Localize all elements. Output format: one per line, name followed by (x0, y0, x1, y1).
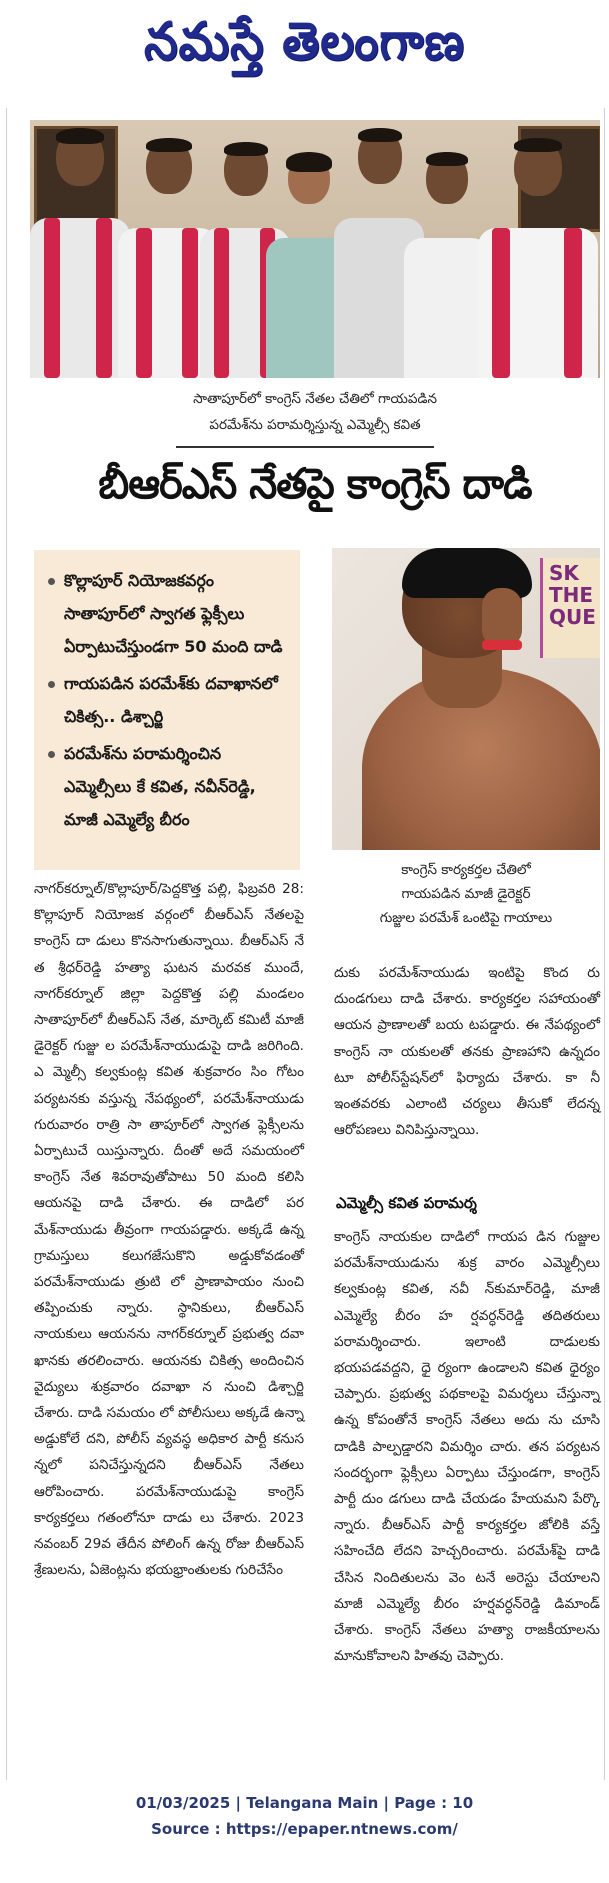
highlight-item: పరమేశ్‌ను పరామర్శించిన ఎమ్మెల్సీలు కే కవిత, నవీన్‌రెడ్డి, మాజీ ఎమ్మెల్యే బీరం (48, 737, 288, 836)
highlights-box (34, 550, 300, 870)
poster (540, 558, 600, 658)
caption-divider (176, 446, 434, 448)
injury-photo (332, 548, 600, 850)
injury-caption-line3: గుజ్జుల పరమేశ్ ఒంటిపై గాయాలు (379, 910, 553, 926)
masthead (0, 0, 609, 96)
injury-caption-line2: గాయపడిన మాజీ డైరెక్టర్ (401, 886, 531, 902)
photo-caption (30, 386, 600, 438)
highlight-item: గాయపడిన పరమేశ్‌కు దవాఖానలో చికిత్స.. డిశ్చార్జి (48, 667, 288, 733)
article-column-2: దుకు పరమేశ్‌నాయుడు ఇంటిపై కొంద రు దుండగులు దాడి చేశారు. కార్యకర్తల సహాయంతో ఆయన ప్రాణాలతో బయ టపడ్డారు. ఈ నేపథ్యంలో కాంగ్రెస్ నా యకులతో తనకు ప్రాణహాని ఉన్నదం టూ పోలీస్‌స్టేషన్‌లో ఫిర్యాదు చేశారు. కా నీ ఇంతవరకు ఎలాంటి చర్యలు తీసుకో లేదన్న ఆరోపణలు వినిపిస్తున్నాయి. (334, 965, 600, 1139)
article-subheading: ఎమ్మెల్సీ కవిత పరామర్శ (336, 1194, 477, 1212)
photo-caption-line1: సాతాపూర్‌లో కాంగ్రెస్ నేతల చేతిలో గాయపడిన (193, 391, 437, 407)
poster-text: SK THE QUE (549, 561, 596, 629)
photo-caption-line2: పరమేశ్‌ను పరామర్శిస్తున్న ఎమ్మెల్సీ కవిత (209, 417, 421, 433)
highlight-item: కొల్లాపూర్ నియోజకవర్గం సాతాపూర్‌లో స్వాగత ఫ్లెక్సీలు ఏర్పాటుచేస్తుండగా 50 మంది దాడి (48, 564, 288, 663)
source-link[interactable]: Source : https://epaper.ntnews.com/ (151, 1820, 458, 1838)
article-column-1: నాగర్‌కర్నూల్/కొల్లాపూర్/పెద్దకొత్త పల్లి, ఫిబ్రవరి 28: కొల్లాపూర్ నియోజక వర్గంలో బీఆర్‌ఎస్ నేతలపై కాంగ్రెస్ దా డులు కొనసాగుతున్నాయి. బీఆర్‌ఎస్ నే త శ్రీధర్‌రెడ్డి హత్యా ఘటన మరవక ముందే, నాగర్‌కర్నూల్ జిల్లా పెద్దకొత్త పల్లి మండలం సాతాపూర్‌లో బీఆర్‌ఎస్ నేత, మార్కెట్ కమిటీ మాజీ డైరెక్టర్ గుజ్జు ల పరమేశ్‌నాయుడుపై దాడి జరిగింది. ఎ మ్మెల్సీ కల్వకుంట్ల కవిత శుక్రవారం సిం గోటం పర్యటనకు వస్తున్న నేపథ్యంలో, పరమేశ్‌నాయుడు గురువారం రాత్రి సా తాపూర్‌లో స్వాగత ఫ్లెక్సీలను ఏర్పాటుచే యిస్తున్నారు. దీంతో అదే సమయంలో కాంగ్రెస్ నేత శివరావుతోపాటు 50 మంది కలిసి ఆయనపై దాడి చేశారు. ఈ దాడిలో పర మేశ్‌నాయుడు తీవ్రంగా గాయపడ్డారు. అక్కడే ఉన్న గ్రామస్తులు కలుగజేసుకొని అడ్డుకోవడంతో పరమేశ్‌నాయుడు త్రుటి లో ప్రాణాపాయం నుంచి తప్పించుకు న్నారు. స్థానికులు, బీఆర్‌ఎస్ నాయకులు ఆయనను నాగర్‌కర్నూల్ ప్రభుత్వ దవా ఖానకు తరలించారు. ఆయనకు చికిత్స అందించిన వైద్యులు శుక్రవారం దవాఖా న నుంచి డిశ్చార్జి చేశారు. దాడి సమయం లో పోలీసులు అక్కడే ఉన్నా అడ్డుకోలే దని, పోలీస్ వ్యవస్థ అధికార పార్టీ కనుస న్నలో పనిచేస్తున్నదని బీఆర్‌ఎస్ నేతలు ఆరోపించారు. పరమేశ్‌నాయుడుపై కాంగ్రెస్ కార్యకర్తలు గతంలోనూ దాడు లు చేశారు. 2023 నవంబర్ 29వ తేదీన పోలింగ్ ఉన్న రోజు బీఆర్‌ఎస్ శ్రేణులను, ఏజెంట్లను భయభ్రాంతులకు గురిచేసేం (34, 881, 304, 1579)
edition-info: 01/03/2025 | Telangana Main | Page : 10 (135, 1794, 474, 1812)
article-headline: బీఆర్‌ఎస్ నేతపై కాంగ్రెస్ దాడి (98, 459, 532, 508)
page-border-left (6, 108, 7, 1780)
page-footer (0, 1790, 609, 1842)
page-border-right (604, 108, 605, 1780)
newspaper-logo: నమస్తే తెలంగాణ (144, 11, 465, 72)
injury-caption (332, 858, 600, 930)
article-column-2-continued: కాంగ్రెస్ నాయకుల దాడిలో గాయప డిన గుజ్జుల పరమేశ్‌నాయుడును శుక్ర వారం ఎమ్మెల్సీలు కల్వకుంట్ల కవిత, నవీ న్‌కుమార్‌రెడ్డి, మాజీ ఎమ్మెల్యే బీరం హ ర్షవర్ధన్‌రెడ్డి తదితరులు పరామర్శించారు. ఇలాంటి దాడులకు భయపడవద్దని, ధై ర్యంగా ఉండాలని కవిత ధైర్యం చెప్పారు. ప్రభుత్వ పథకాలపై విమర్శలు చేస్తున్నా ఉన్న కోపంతోనే కాంగ్రెస్ నేతలు అదు ను చూసి దాడికి పాల్పడ్డారని విమర్శిం చారు. తన పర్యటన సందర్భంగా ఫ్లెక్సీలు ఏర్పాటు చేస్తుండగా, కాంగ్రెస్ పార్టీ దుం డగులు దాడి చేయడం హేయమని పేర్కొ న్నారు. బీఆర్‌ఎస్ పార్టీ కార్యకర్తల జోలికి వస్తే సహించేది లేదని హెచ్చరించారు. పరమేశ్‌పై దాడి చేసిన నిందితులను వెం టనే అరెస్టు చేయాలని మాజీ ఎమ్మెల్యే బీరం హర్షవర్ధన్‌రెడ్డి డిమాండ్ చేశారు. కాంగ్రెస్ నేతలు హత్యా రాజకీయాలను మానుకోవాలని హితవు చెప్పారు. (334, 1229, 600, 1665)
injury-caption-line1: కాంగ్రెస్ కార్యకర్తల చేతిలో (401, 862, 531, 878)
group-photo (30, 120, 600, 378)
